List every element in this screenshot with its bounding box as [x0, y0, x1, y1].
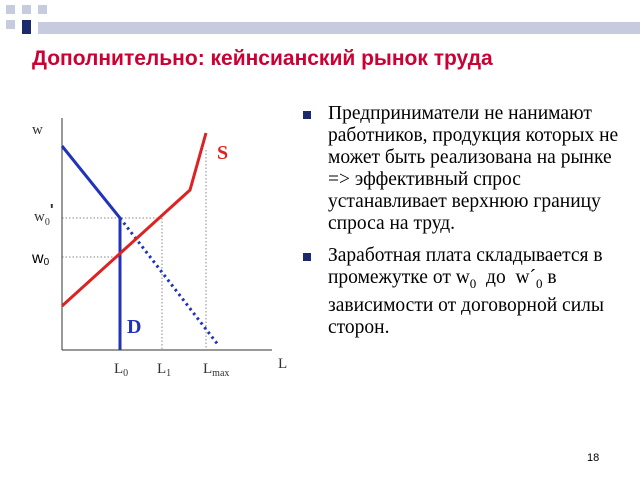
- deco-square: [38, 5, 47, 14]
- bullet-text-prefix: Заработная плата складывается в промежутке от w: [328, 245, 603, 288]
- bullet-text-middle: до w´: [476, 267, 537, 288]
- bullet-text-suffix: в зависимости от договорной силы сторон.: [328, 267, 604, 338]
- Lmax-label: $L_{max}$: [203, 361, 230, 379]
- y-axis-label: w: [32, 122, 43, 138]
- L0-label: $L_0$: [114, 361, 129, 379]
- bullet-item: [300, 103, 630, 235]
- demand-curve: [62, 146, 120, 350]
- header-bar-light: [38, 22, 640, 34]
- header-bar-dark: [22, 22, 31, 34]
- slide-title: Дополнительно: кейнсианский рынок труда: [32, 47, 493, 70]
- deco-square: [6, 5, 15, 14]
- bullet-item: [300, 245, 630, 339]
- square-bullet-icon: [303, 111, 311, 119]
- w0-label: w0: [32, 250, 50, 268]
- deco-square: [22, 5, 31, 14]
- w0-prime-label: $w_0'$: [34, 202, 54, 228]
- bullet-sub: 0: [469, 275, 477, 291]
- supply-label: S: [217, 142, 229, 164]
- supply-curve: [62, 133, 206, 306]
- page-number: 18: [587, 452, 600, 464]
- bullet-sub: 0: [536, 275, 543, 291]
- L1-label: $L_1$: [157, 361, 172, 379]
- demand-label: D: [127, 316, 142, 338]
- labor-market-diagram: [0, 100, 300, 390]
- x-axis-label: L: [278, 356, 288, 372]
- bullet-list: [300, 103, 630, 349]
- bullet-text: Предприниматели не нанимают работников, продукция которых не может быть реализована на рынке => эффективный спрос устанавливает верхнюю границу спроса на труд.: [328, 103, 619, 234]
- header-bar: [0, 22, 640, 34]
- square-bullet-icon: [303, 253, 311, 261]
